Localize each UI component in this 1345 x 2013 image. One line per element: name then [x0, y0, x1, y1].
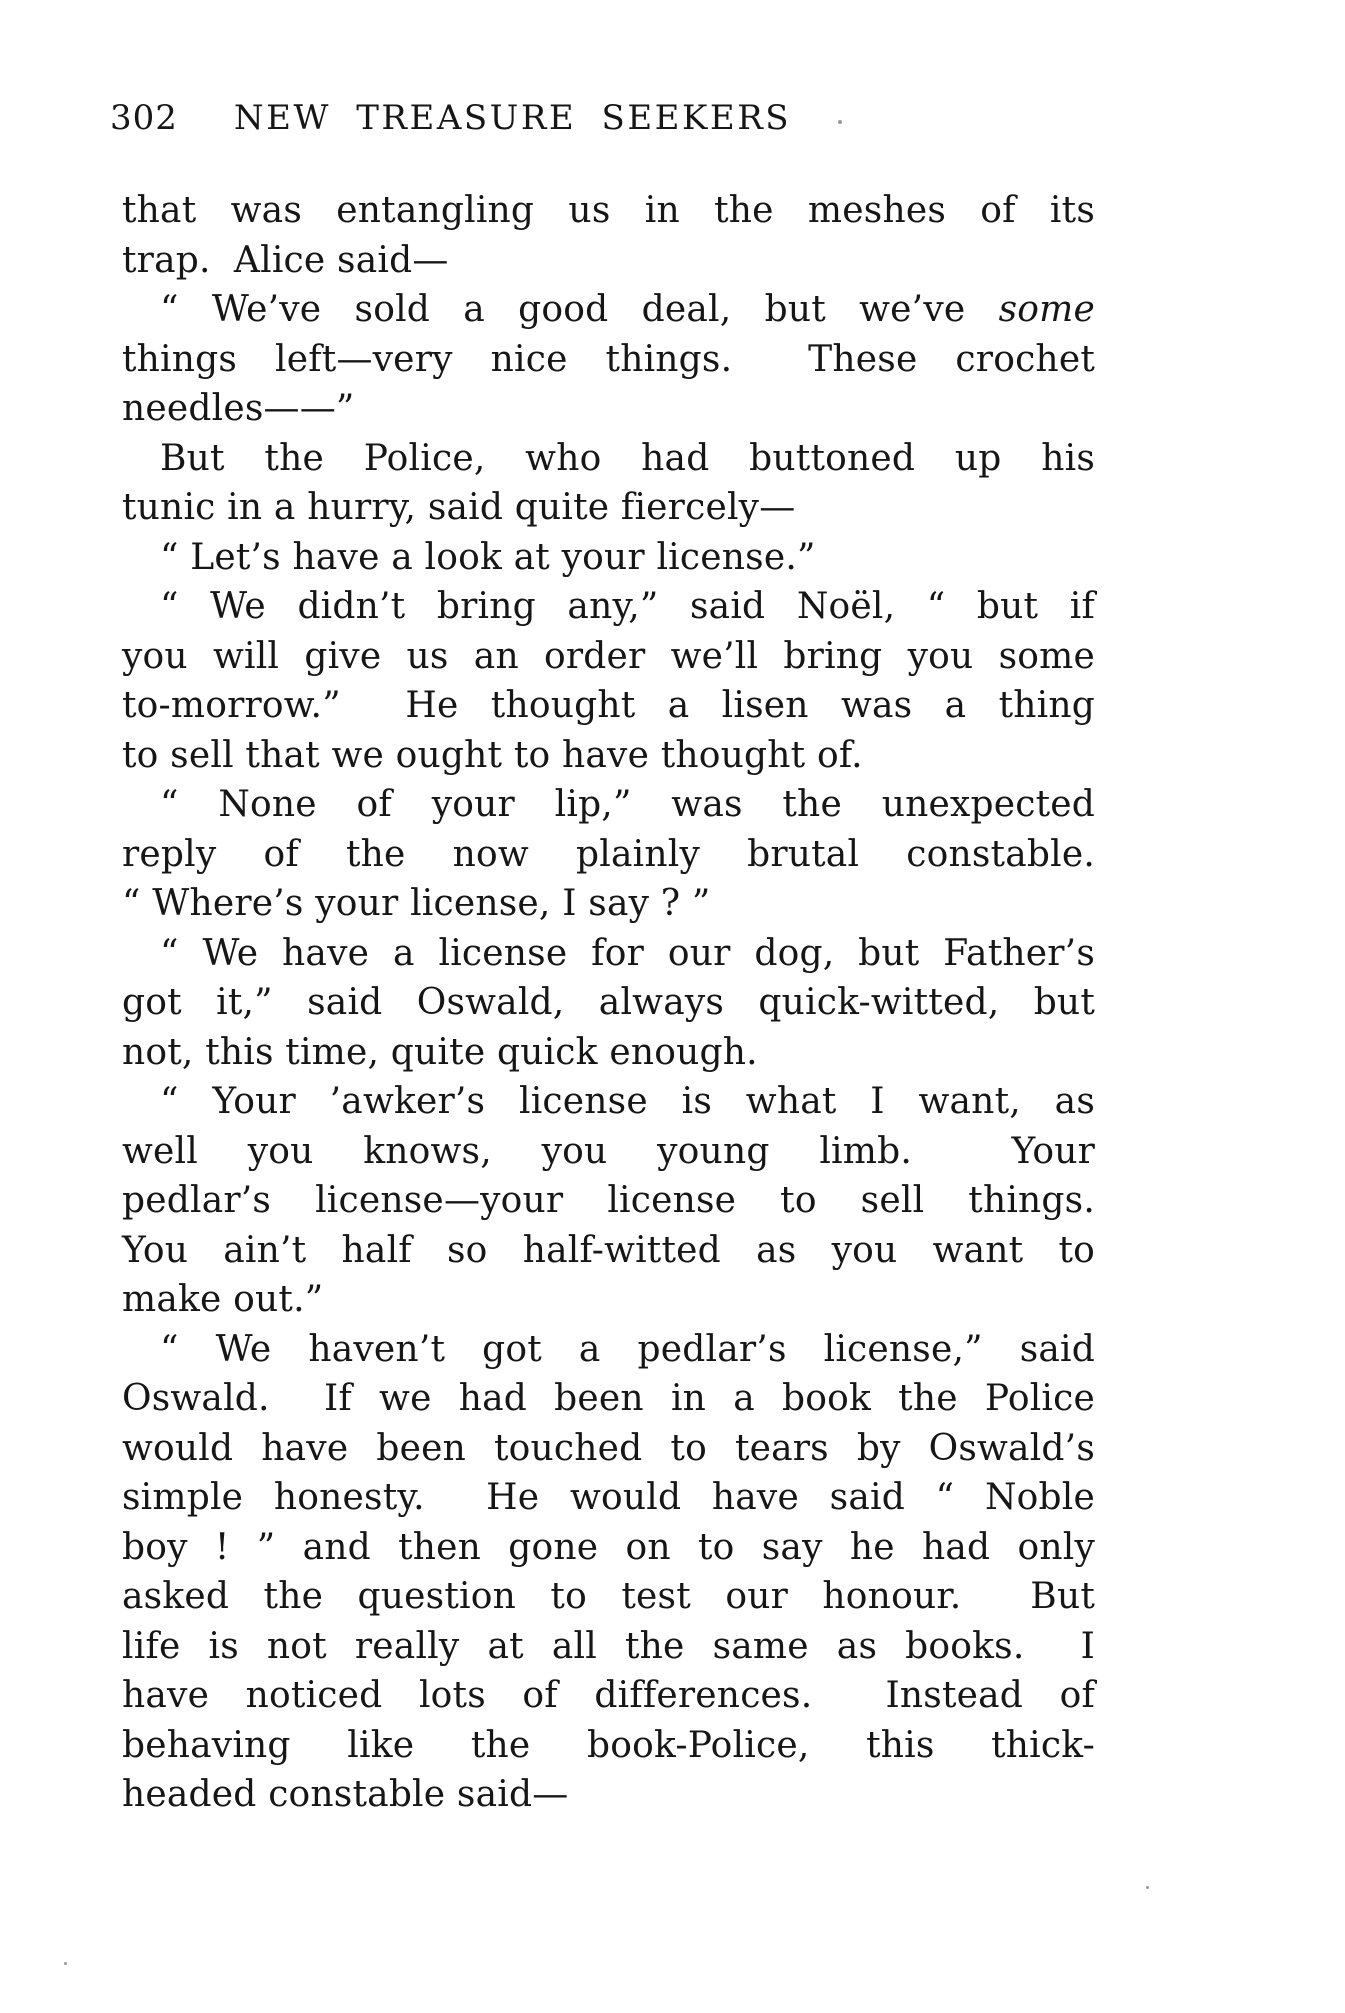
line-text: “ Let’s have a look at your license.”	[160, 536, 816, 578]
running-header	[0, 0, 1345, 140]
text-line	[122, 1523, 1095, 1573]
line-text: boy ! ” and then gone on to say he had only	[122, 1526, 1095, 1568]
text-line	[122, 731, 1095, 781]
line-text: “ Where’s your license, I say ? ”	[122, 883, 711, 924]
text-line	[122, 533, 1095, 583]
line-text: to sell that we ought to have thought of.	[122, 734, 863, 776]
line-text: have noticed lots of differences. Instead of	[122, 1675, 1095, 1716]
italic-word: some	[998, 289, 1095, 330]
text-line	[122, 1622, 1095, 1672]
line-text: to-morrow.” He thought a lisen was a thing	[122, 685, 1095, 726]
text-line	[122, 1572, 1095, 1622]
line-text: got it,” said Oswald, always quick-witted, but	[122, 982, 1095, 1023]
text-line	[122, 1127, 1095, 1177]
page-text-block	[0, 140, 1345, 1820]
line-text: “ We have a license for our dog, but Father’s	[160, 932, 1095, 974]
text-line	[122, 681, 1095, 731]
line-text: headed constable said—	[122, 1774, 569, 1815]
line-text: would have been touched to tears by Oswald’s	[122, 1427, 1095, 1469]
page-number: 302	[110, 98, 178, 138]
text-line	[122, 1275, 1095, 1325]
text-line	[122, 483, 1095, 533]
text-line	[122, 384, 1095, 434]
line-text: things left—very nice things. These crochet	[122, 338, 1095, 380]
line-text: pedlar’s license—your license to sell things.	[122, 1180, 1095, 1221]
text-line	[122, 1176, 1095, 1226]
text-line	[122, 186, 1095, 236]
line-text: “ We’ve sold a good deal, but we’ve	[160, 289, 999, 330]
scan-speck	[64, 1962, 67, 1965]
line-text: tunic in a hurry, said quite fiercely—	[122, 487, 796, 528]
text-line	[122, 1721, 1095, 1771]
line-text: You ain’t half so half-witted as you want to	[122, 1229, 1095, 1271]
line-text: simple honesty. He would have said “ Noble	[122, 1477, 1095, 1518]
line-text: “ Your ’awker’s license is what I want, as	[160, 1081, 1095, 1122]
text-line	[122, 1671, 1095, 1721]
text-line	[122, 780, 1095, 830]
line-text: life is not really at all the same as books. I	[122, 1625, 1095, 1667]
text-line	[122, 1325, 1095, 1375]
text-line	[122, 335, 1095, 385]
scan-speck	[838, 120, 842, 124]
line-text: asked the question to test our honour. But	[122, 1576, 1095, 1617]
running-title: NEW TREASURE SEEKERS	[233, 98, 792, 138]
line-text: trap. Alice said—	[122, 239, 449, 281]
text-line	[122, 1424, 1095, 1474]
text-line	[122, 929, 1095, 979]
text-line	[122, 582, 1095, 632]
line-text: that was entangling us in the meshes of its	[122, 190, 1095, 231]
line-text: reply of the now plainly brutal constable.	[122, 833, 1095, 875]
text-line	[122, 1374, 1095, 1424]
line-text: “ We haven’t got a pedlar’s license,” said	[160, 1328, 1095, 1370]
text-line	[122, 632, 1095, 682]
text-line	[122, 285, 1095, 335]
line-text: needles——”	[122, 388, 355, 429]
text-line	[122, 1473, 1095, 1523]
line-text: “ We didn’t bring any,” said Noël, “ but if	[160, 586, 1095, 627]
text-line	[122, 978, 1095, 1028]
text-line	[122, 879, 1095, 929]
scan-speck	[1146, 1886, 1149, 1889]
line-text: not, this time, quite quick enough.	[122, 1031, 758, 1073]
text-line	[122, 236, 1095, 286]
text-line	[122, 1770, 1095, 1820]
text-line	[122, 1077, 1095, 1127]
line-text: behaving like the book-Police, this thick-	[122, 1724, 1095, 1766]
line-text: But the Police, who had buttoned up his	[160, 437, 1095, 479]
line-text: “ None of your lip,” was the unexpected	[160, 784, 1095, 825]
line-text: well you knows, you young limb. Your	[122, 1130, 1095, 1172]
line-text: make out.”	[122, 1279, 324, 1320]
text-line	[122, 1028, 1095, 1078]
text-line	[122, 830, 1095, 880]
line-text: Oswald. If we had been in a book the Police	[122, 1378, 1095, 1419]
text-line	[122, 434, 1095, 484]
line-text: you will give us an order we’ll bring you some	[122, 635, 1095, 677]
text-line	[122, 1226, 1095, 1276]
